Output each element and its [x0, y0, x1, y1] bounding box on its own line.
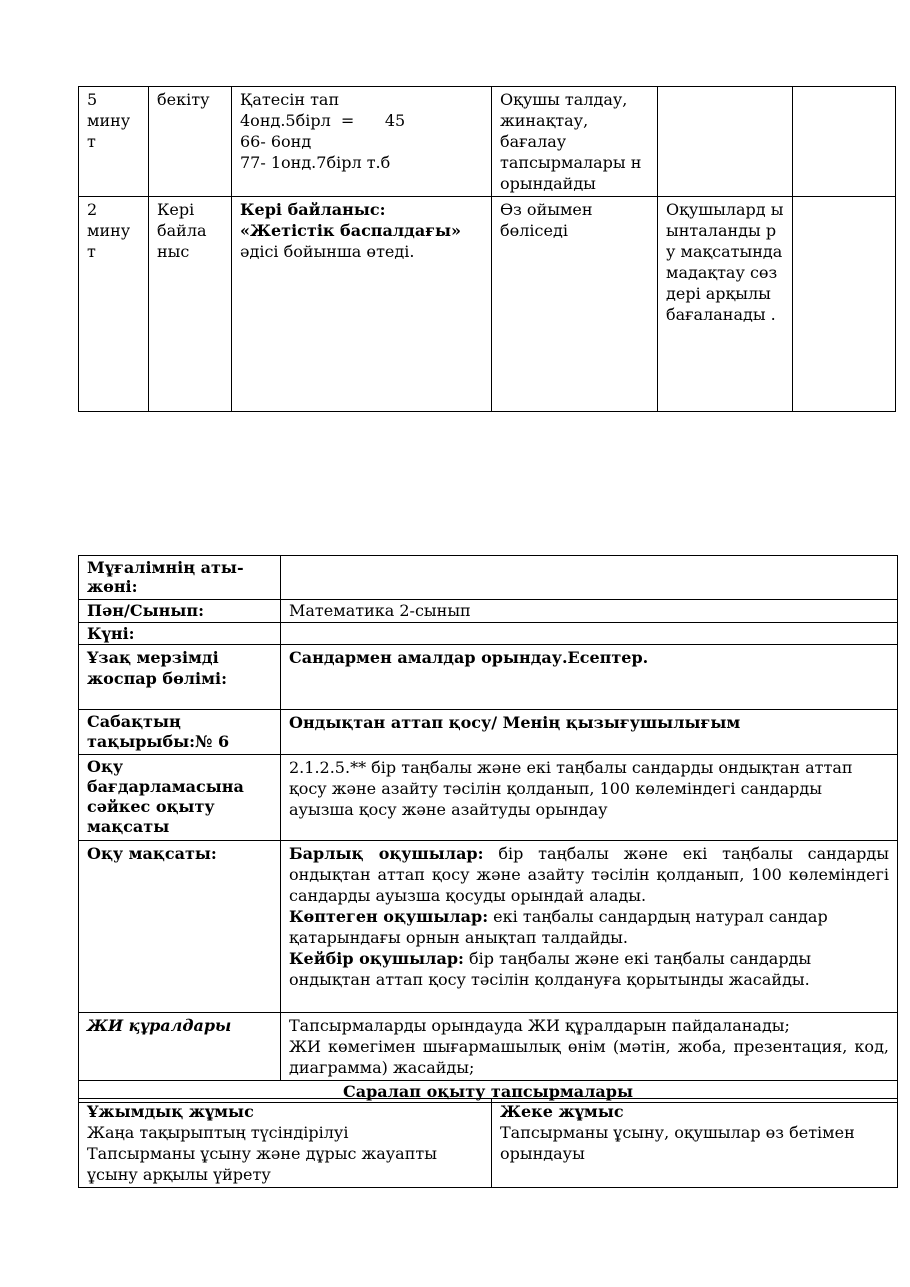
activity-line: 4онд.5бірл = 45: [240, 111, 406, 130]
time-value: 5: [87, 90, 98, 109]
group-work-cell: [79, 1099, 492, 1188]
stage-line: байла: [157, 221, 207, 240]
topic-value: Ондықтан аттап қосу/ Менің қызығушылығым: [281, 710, 898, 755]
table-row: [79, 600, 898, 623]
activity-cell: [232, 87, 492, 197]
ai-tools-line: Тапсырмаларды орындауда ЖИ құралдарын пайдаланады;: [289, 1016, 790, 1035]
table-row: [79, 645, 898, 710]
date-value: [281, 623, 898, 645]
group-work-title: Ұжымдық жұмыс: [87, 1102, 254, 1121]
assessment-cell: [658, 87, 793, 197]
resources-cell: [793, 87, 896, 197]
activity-method-name: Кері байланыс: «Жетістік баспалдағы»: [240, 200, 462, 240]
subject-value: Математика 2-сынып: [281, 600, 898, 623]
objective-some-label: Кейбір оқушылар:: [289, 949, 464, 968]
teacher-value: [281, 556, 898, 600]
time-unit-part1: мину: [87, 111, 131, 130]
time-unit-part2: т: [87, 242, 96, 261]
topic-label: Сабақтың тақырыбы:№ 6: [79, 710, 281, 755]
long-term-label: Ұзақ мерзімді жоспар бөлімі:: [79, 645, 281, 710]
table-row: [79, 1013, 898, 1081]
table-row: [79, 87, 896, 197]
objective-many-text: екі таңбалы сандардың натурал сандар қатарындағы орнын анықтап талдайды.: [289, 907, 828, 947]
student-activity-cell: Оқушы талдау, жинақтау, бағалау тапсырмалары н орындайды: [492, 87, 658, 197]
time-cell: [79, 87, 149, 197]
ai-tools-line: ЖИ көмегімен шығармашылық өнім (мәтін, жоба, презентация, код, диаграмма) жасайды;: [289, 1037, 889, 1077]
table-row: [79, 556, 898, 600]
table-row: [79, 1099, 898, 1188]
assessment-cell: Оқушылард ы ынталанды ру мақсатында мадақтау сөздері арқылы бағаланады .: [658, 197, 793, 412]
differentiation-title: Саралап оқыту тапсырмалары: [79, 1081, 898, 1103]
stage-line: ныс: [157, 242, 190, 261]
time-cell: [79, 197, 149, 412]
individual-work-cell: [492, 1099, 898, 1188]
subject-label: Пән/Сынып:: [79, 600, 281, 623]
objective-some-text: бір таңбалы және екі таңбалы сандарды ондықтан аттап қосу тәсілін қолдануға қорытынды жасайды.: [289, 949, 812, 989]
time-value: 2: [87, 200, 98, 219]
stage-cell: бекіту: [149, 87, 232, 197]
activity-line: 66- 6онд: [240, 132, 312, 151]
resources-cell: [793, 197, 896, 412]
objective-some: [289, 948, 889, 990]
objectives-label: Оқу мақсаты:: [79, 841, 281, 1013]
lesson-stages-table: [78, 86, 896, 412]
teacher-label: Мұғалімнің аты-жөні:: [79, 556, 281, 600]
ai-tools-value: [281, 1013, 898, 1081]
date-label: Күні:: [79, 623, 281, 645]
objective-all-text: бір таңбалы және екі таңбалы сандарды ондықтан аттап қосу және азайту тәсілін қолданып, 100 көлеміндегі сандарды ауызша қосуды орындай алады.: [289, 844, 889, 905]
individual-work-title: Жеке жұмыс: [500, 1102, 624, 1121]
activity-method-text: әдісі бойынша өтеді.: [240, 242, 415, 261]
work-types-table: [78, 1098, 898, 1188]
activity-cell: [232, 197, 492, 412]
curriculum-goal-value: 2.1.2.5.** бір таңбалы және екі таңбалы сандарды ондықтан аттап қосу және азайту тәсілін қолданып, 100 көлеміндегі сандарды ауызша қосу және азайтуды орындау: [281, 755, 898, 841]
activity-line: 77- 1онд.7бірл т.б: [240, 153, 391, 172]
objective-all: [289, 843, 889, 906]
group-work-line: Тапсырманы ұсыну және дұрыс жауапты ұсыну арқылы үйрету: [87, 1144, 437, 1184]
objective-many-label: Көптеген оқушылар:: [289, 907, 489, 926]
activity-line: Қатесін тап: [240, 90, 340, 109]
table-row: [79, 755, 898, 841]
objective-many: [289, 906, 889, 948]
ai-tools-label: ЖИ құралдары: [79, 1013, 281, 1081]
objectives-value: [281, 841, 898, 1013]
lesson-plan-table: [78, 555, 898, 1103]
objective-all-label: Барлық оқушылар:: [289, 844, 484, 863]
table-row: [79, 710, 898, 755]
table-row: [79, 197, 896, 412]
stage-cell: [149, 197, 232, 412]
time-unit-part2: т: [87, 132, 96, 151]
stage-line: Кері: [157, 200, 195, 219]
student-activity-cell: Өз ойымен бөліседі: [492, 197, 658, 412]
table-row: [79, 623, 898, 645]
time-unit-part1: мину: [87, 221, 131, 240]
table-row: [79, 841, 898, 1013]
long-term-value: Сандармен амалдар орындау.Есептер.: [281, 645, 898, 710]
individual-work-text: Тапсырманы ұсыну, оқушылар өз бетімен орындауы: [500, 1123, 855, 1163]
curriculum-goal-label: Оқу бағдарламасына сәйкес оқыту мақсаты: [79, 755, 281, 841]
group-work-line: Жаңа тақырыптың түсіндірілуі: [87, 1123, 349, 1142]
